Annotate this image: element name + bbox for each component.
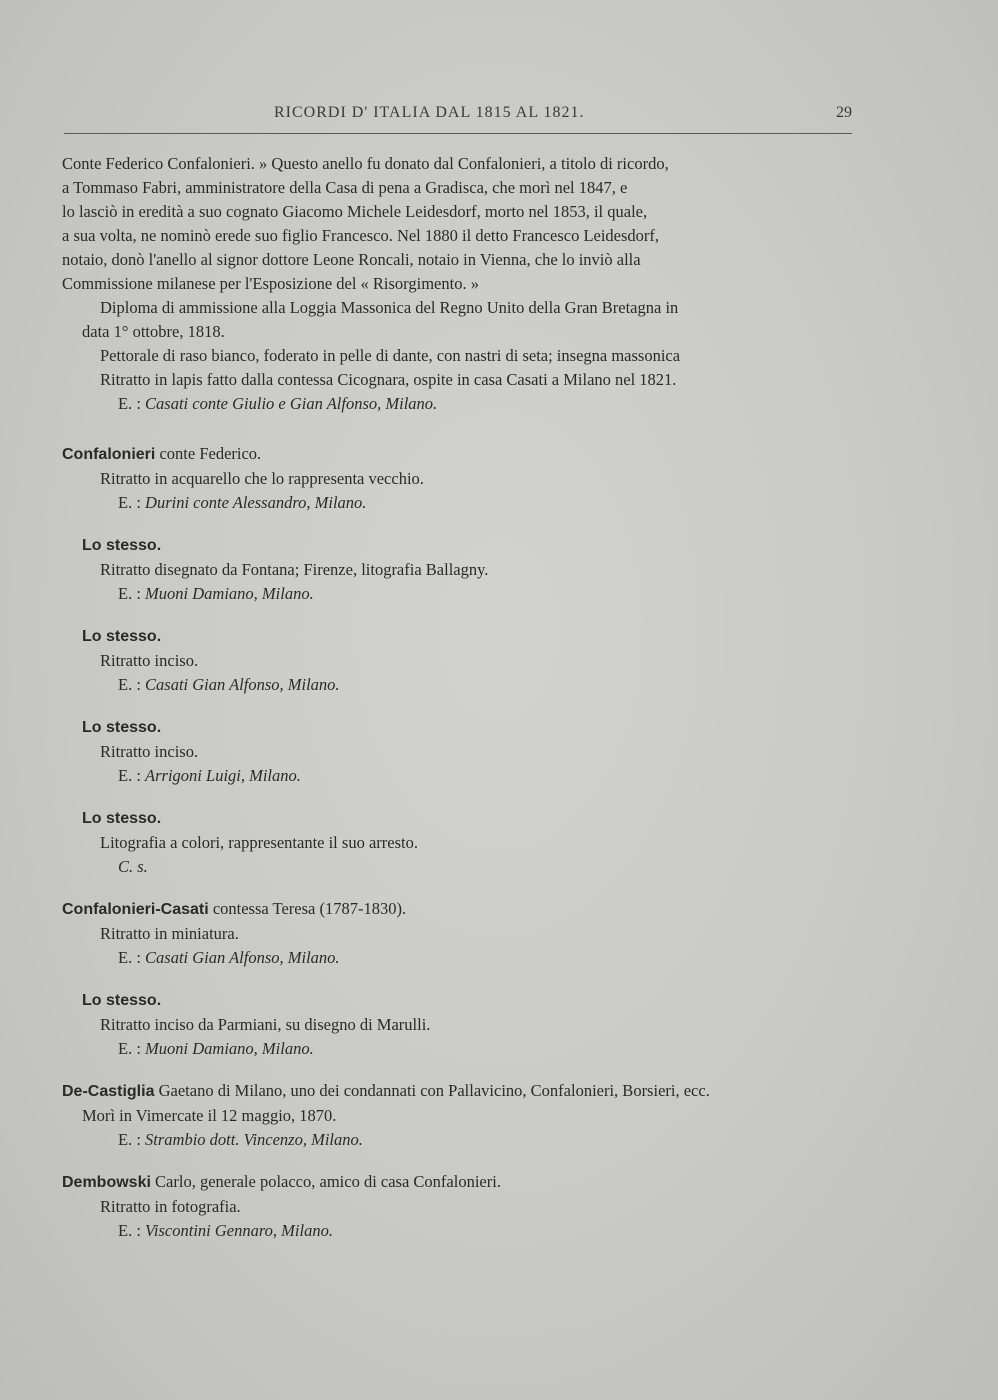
entry-heading [62, 715, 856, 740]
entry-heading [62, 1079, 856, 1104]
owner-name: Muoni Damiano, Milano. [145, 584, 314, 603]
diploma-line: data 1° ottobre, 1818. [82, 322, 225, 341]
entry-description: Ritratto inciso. [100, 742, 199, 761]
intro-line: a sua volta, ne nominò erede suo figlio Francesco. Nel 1880 il detto Francesco Leidesdorf, [62, 226, 660, 245]
owner-line [62, 582, 856, 606]
entry-subtitle: conte Federico. [155, 444, 262, 463]
entry-name: Lo stesso. [82, 628, 162, 645]
owner-label: E. : [118, 1039, 141, 1058]
owner-name: Casati conte Giulio e Gian Alfonso, Milano. [145, 394, 438, 413]
page-number: 29 [836, 104, 852, 121]
owner-name: Casati Gian Alfonso, Milano. [145, 675, 340, 694]
diploma-line: Diploma di ammissione alla Loggia Massonica del Regno Unito della Gran Bretagna in [100, 298, 679, 317]
owner-label: E. : [118, 1221, 141, 1240]
page-body [62, 152, 856, 1243]
intro-line: Conte Federico Confalonieri. » Questo anello fu donato dal Confalonieri, a titolo di ricordo, [62, 154, 669, 173]
entry-description: Ritratto in miniatura. [100, 924, 239, 943]
catalog-entry [62, 442, 856, 515]
intro-line: a Tommaso Fabri, amministratore della Casa di pena a Gradisca, che morì nel 1847, e [62, 178, 628, 197]
owner-line [62, 764, 856, 788]
owner-name: Muoni Damiano, Milano. [145, 1039, 314, 1058]
entry-description: Ritratto inciso. [100, 651, 199, 670]
entry-heading [62, 806, 856, 831]
ritratto-line: Ritratto in lapis fatto dalla contessa Cicognara, ospite in casa Casati a Milano nel 1821. [100, 370, 677, 389]
pettorale-line: Pettorale di raso bianco, foderato in pelle di dante, con nastri di seta; insegna massonica [100, 346, 681, 365]
entry-description: Ritratto in fotografia. [100, 1197, 241, 1216]
entry-description: Ritratto disegnato da Fontana; Firenze, litografia Ballagny. [100, 560, 489, 579]
entry-name: Dembowski [62, 1174, 151, 1191]
intro-line: lo lasciò in eredità a suo cognato Giacomo Michele Leidesdorf, morto nel 1853, il quale, [62, 202, 648, 221]
running-head: RICORDI D' ITALIA DAL 1815 AL 1821. [274, 104, 585, 121]
owner-label: E. : [118, 584, 141, 603]
owner-line [62, 1037, 856, 1061]
owner-line [62, 1219, 856, 1243]
page-header [62, 104, 852, 128]
entry-heading [62, 533, 856, 558]
entry-subtitle: Gaetano di Milano, uno dei condannati con Pallavicino, Confalonieri, Borsieri, ecc. [154, 1081, 710, 1100]
entry-description: Ritratto in acquarello che lo rappresenta vecchio. [100, 469, 424, 488]
catalog-entry [62, 988, 856, 1061]
catalog-entry [62, 1079, 856, 1152]
owner-label: E. : [118, 766, 141, 785]
entry-subtitle: contessa Teresa (1787-1830). [208, 899, 407, 918]
entry-heading [62, 988, 856, 1013]
owner-label: E. : [118, 493, 141, 512]
owner-line [62, 1128, 856, 1152]
owner-name: Arrigoni Luigi, Milano. [145, 766, 301, 785]
owner-name: Viscontini Gennaro, Milano. [145, 1221, 333, 1240]
catalog-entry [62, 715, 856, 788]
catalog-entry [62, 624, 856, 697]
catalog-entry [62, 533, 856, 606]
entry-name: Lo stesso. [82, 992, 162, 1009]
owner-line [62, 392, 856, 416]
owner-name: Durini conte Alessandro, Milano. [145, 493, 367, 512]
entry-name: Lo stesso. [82, 810, 162, 827]
owner-label: E. : [118, 394, 141, 413]
owner-line [62, 855, 856, 879]
catalog-entry [62, 806, 856, 879]
entry-name: Confalonieri [62, 446, 156, 463]
intro-line: Commissione milanese per l'Esposizione del « Risorgimento. » [62, 274, 479, 293]
owner-line [62, 946, 856, 970]
entry-subtitle: Carlo, generale polacco, amico di casa Confalonieri. [150, 1172, 501, 1191]
owner-name: Casati Gian Alfonso, Milano. [145, 948, 340, 967]
owner-label: E. : [118, 675, 141, 694]
entry-description: Litografia a colori, rappresentante il suo arresto. [100, 833, 418, 852]
owner-label: E. : [118, 948, 141, 967]
entry-description: Morì in Vimercate il 12 maggio, 1870. [82, 1106, 337, 1125]
intro-line: notaio, donò l'anello al signor dottore Leone Roncali, notaio in Vienna, che lo inviò alla [62, 250, 641, 269]
owner-line [62, 673, 856, 697]
owner-name: Strambio dott. Vincenzo, Milano. [145, 1130, 363, 1149]
entry-heading [62, 897, 856, 922]
owner-label: E. : [118, 1130, 141, 1149]
owner-name: C. s. [118, 857, 148, 876]
entry-description: Ritratto inciso da Parmiani, su disegno di Marulli. [100, 1015, 431, 1034]
entry-name: Confalonieri-Casati [62, 901, 209, 918]
entry-heading [62, 442, 856, 467]
catalog-entry [62, 1170, 856, 1243]
entry-name: De-Castiglia [62, 1083, 155, 1100]
catalog-entry [62, 897, 856, 970]
entry-name: Lo stesso. [82, 537, 162, 554]
header-rule [64, 133, 852, 134]
owner-line [62, 491, 856, 515]
entry-heading [62, 1170, 856, 1195]
entry-heading [62, 624, 856, 649]
entry-name: Lo stesso. [82, 719, 162, 736]
